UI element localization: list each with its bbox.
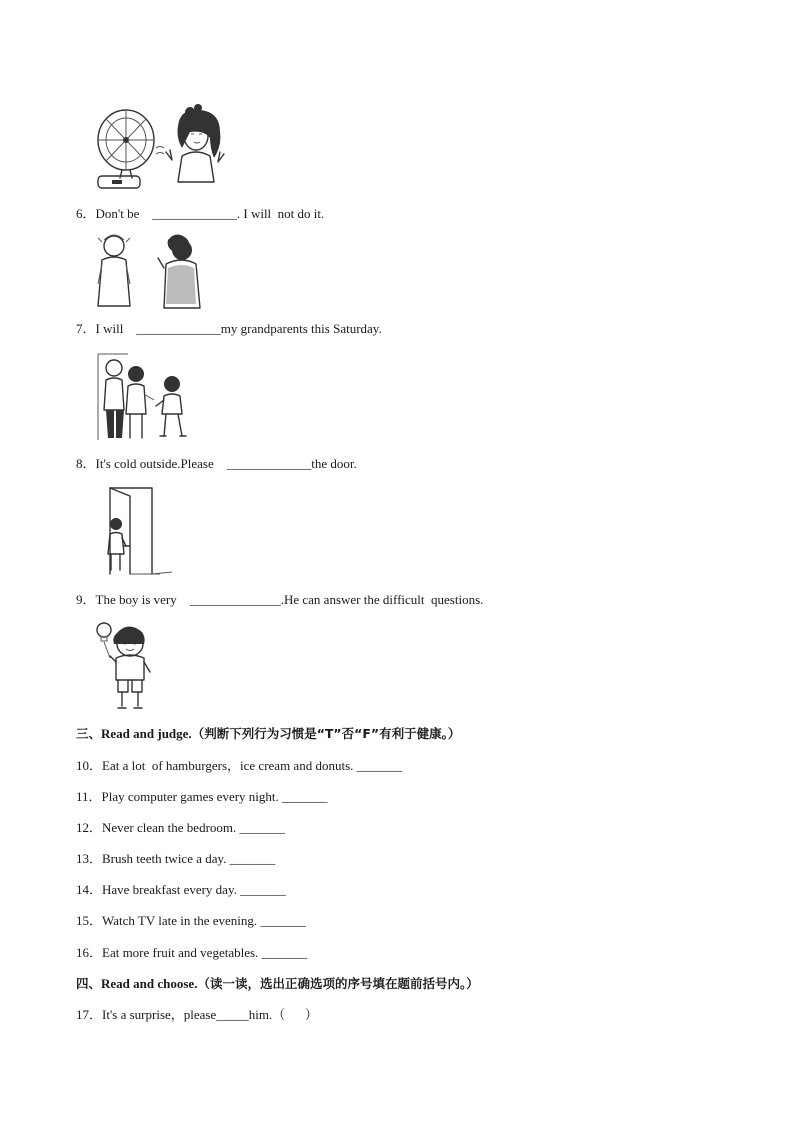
section-4-heading (76, 976, 479, 992)
section-3-instruction: （判断下列行为习惯是“T”否“F”有利于健康。） (191, 726, 461, 741)
question-15: 15．Watch TV late in the evening. _______ (76, 913, 306, 928)
section-4-number: 四、 (76, 976, 102, 991)
boy-at-door-illustration (96, 484, 186, 578)
section-3-number: 三、 (76, 726, 102, 741)
question-6: 6．Don't be _____________. I will not do it. (76, 206, 325, 221)
fan-and-girl-illustration (94, 104, 234, 194)
question-12: 12．Never clean the bedroom. _______ (76, 820, 286, 835)
clever-boy-illustration (92, 618, 162, 714)
question-17: 17．It's a surprise，please_____him.（ ） (76, 1007, 318, 1022)
question-9: 9．The boy is very ______________.He can answer the difficult questions. (76, 592, 484, 607)
question-14: 14．Have breakfast every day. _______ (76, 882, 286, 897)
section-3-heading (76, 726, 460, 742)
section-4-title: Read and choose. (101, 976, 198, 991)
section-3-title: Read and judge. (101, 726, 192, 741)
visiting-grandparents-illustration (94, 350, 204, 445)
question-7: 7．I will _____________my grandparents this Saturday. (76, 321, 382, 336)
question-8: 8．It's cold outside.Please _____________the door. (76, 456, 357, 471)
question-16: 16．Eat more fruit and vegetables. _______ (76, 945, 308, 960)
two-girls-illustration (94, 232, 214, 312)
question-10: 10．Eat a lot of hamburgers，ice cream and donuts. _______ (76, 758, 403, 773)
section-4-instruction: （读一读，选出正确选项的序号填在题前括号内。） (197, 976, 479, 991)
question-11: 11．Play computer games every night. _______ (76, 789, 328, 804)
question-13: 13．Brush teeth twice a day. _______ (76, 851, 276, 866)
